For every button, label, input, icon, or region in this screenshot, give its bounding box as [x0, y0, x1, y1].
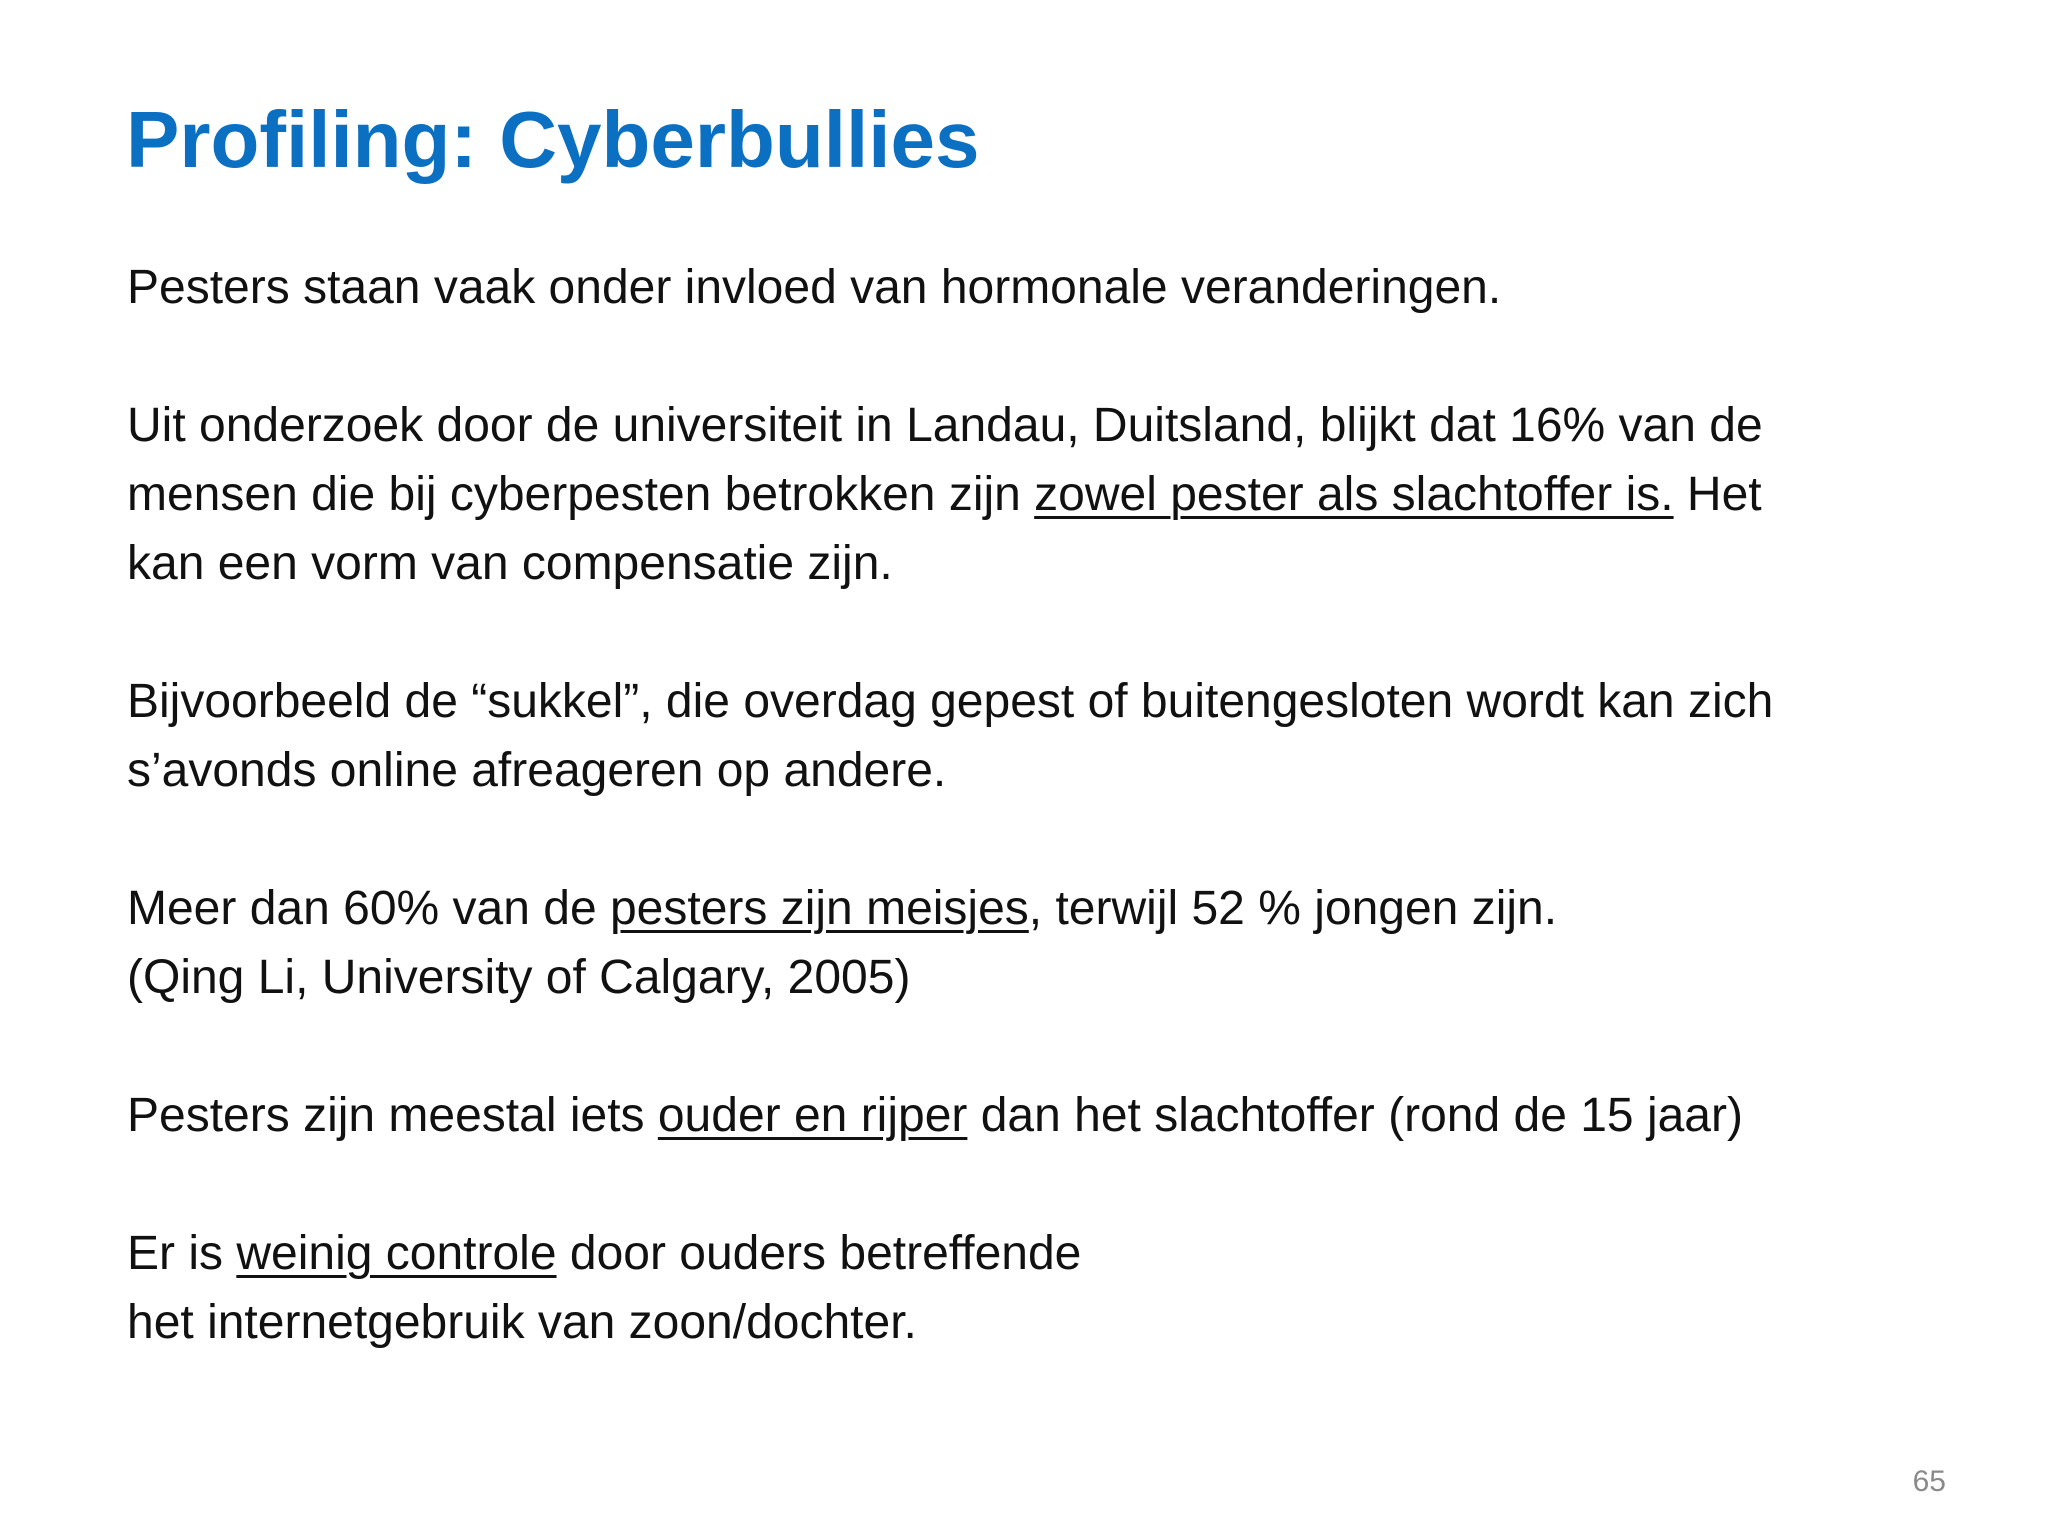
- text-line: [127, 1219, 1947, 1288]
- paragraph-example: [127, 667, 1947, 805]
- text-segment: Pesters zijn meestal iets: [127, 1089, 658, 1142]
- text-segment: Meer dan 60% van de: [127, 882, 610, 935]
- text-segment: Het: [1673, 468, 1762, 521]
- text-line: kan een vorm van compensatie zijn.: [127, 537, 893, 590]
- text-line: [127, 1081, 1947, 1150]
- text-segment: dan het slachtoffer (rond de 15 jaar): [967, 1089, 1743, 1142]
- text-segment: , terwijl 52 % jongen zijn.: [1028, 882, 1558, 935]
- paragraph-landau-study: [127, 391, 1947, 598]
- text-segment: door ouders betreffende: [556, 1227, 1082, 1280]
- citation: (Qing Li, University of Calgary, 2005): [127, 951, 911, 1004]
- underlined-emphasis: ouder en rijper: [657, 1089, 968, 1142]
- text-line: [127, 874, 1947, 943]
- slide-body: [127, 253, 1947, 1357]
- underlined-emphasis: weinig controle: [236, 1227, 557, 1280]
- paragraph-gender-stats: [127, 874, 1947, 1012]
- paragraph-hormones: [127, 253, 1947, 322]
- text-line: s’avonds online afreageren op andere.: [127, 744, 947, 797]
- text-line: Pesters staan vaak onder invloed van hormonale veranderingen.: [127, 261, 1502, 314]
- text-line: Bijvoorbeeld de “sukkel”, die overdag gepest of buitengesloten wordt kan zich: [127, 675, 1774, 728]
- paragraph-age: [127, 1081, 1947, 1150]
- text-line: [127, 460, 1947, 529]
- text-segment: mensen die bij cyberpesten betrokken zijn: [127, 468, 1035, 521]
- text-line: Uit onderzoek door de universiteit in Landau, Duitsland, blijkt dat 16% van de: [127, 399, 1763, 452]
- underlined-emphasis: zowel pester als slachtoffer is.: [1034, 468, 1674, 521]
- slide-title: Profiling: Cyberbullies: [126, 95, 980, 184]
- paragraph-parental-control: [127, 1219, 1947, 1357]
- text-line: het internetgebruik van zoon/dochter.: [127, 1296, 917, 1349]
- underlined-emphasis: pesters zijn meisjes: [609, 882, 1029, 935]
- text-segment: Er is: [127, 1227, 237, 1280]
- page-number: 65: [1912, 1465, 1946, 1498]
